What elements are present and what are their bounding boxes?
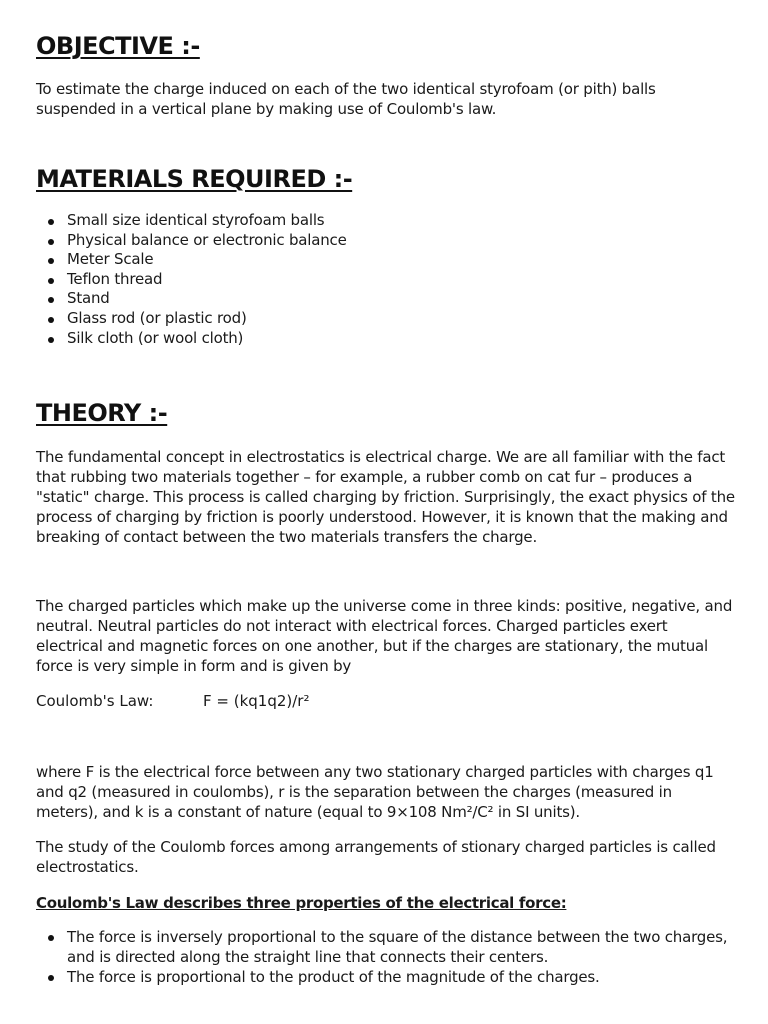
list-item: Glass rod (or plastic rod)	[36, 309, 736, 329]
list-item: Meter Scale	[36, 250, 736, 270]
materials-list	[36, 211, 736, 348]
list-item: Teflon thread	[36, 270, 736, 290]
objective-text: To estimate the charge induced on each of the two identical styrofoam (or pith) balls suspended in a vertical plane by making use of Coulomb's law.	[36, 80, 656, 118]
objective-heading: OBJECTIVE :-	[36, 32, 200, 60]
properties-list	[36, 927, 736, 987]
list-item: Silk cloth (or wool cloth)	[36, 329, 736, 349]
coulomb-law-label: Coulomb's Law:	[36, 692, 154, 710]
theory-paragraph-3: where F is the electrical force between any two stationary charged particles with charges q1 and q2 (measured in coulombs), r is the separation between the charges (measured in meters), and k is a constant of nature (equal to 9×108 Nm²/C² in SI units).	[36, 763, 714, 821]
theory-paragraph-1: The fundamental concept in electrostatics is electrical charge. We are all familiar with the fact that rubbing two materials together – for example, a rubber comb on cat fur – produces a "static" charge. This process is called charging by friction. Surprisingly, the exact physics of the process of charging by friction is poorly understood. However, it is known that the making and breaking of contact between the two materials transfers the charge.	[36, 448, 735, 546]
theory-paragraph-4: The study of the Coulomb forces among arrangements of stionary charged particles is called electrostatics.	[36, 838, 716, 876]
list-item: Physical balance or electronic balance	[36, 231, 736, 251]
list-item: Stand	[36, 289, 736, 309]
list-item: The force is inversely proportional to the square of the distance between the two charges, and is directed along the straight line that connects their centers.	[36, 927, 736, 967]
properties-subheading: Coulomb's Law describes three properties of the electrical force:	[36, 894, 567, 912]
list-item: The force is proportional to the product of the magnitude of the charges.	[36, 967, 736, 987]
theory-paragraph-2: The charged particles which make up the universe come in three kinds: positive, negative, and neutral. Neutral particles do not interact with electrical forces. Charged particles exert electrical and magnetic forces on one another, but if the charges are stationary, the mutual force is very simple in form and is given by	[36, 597, 733, 675]
materials-heading: MATERIALS REQUIRED :-	[36, 165, 353, 193]
theory-heading: THEORY :-	[36, 399, 168, 427]
coulomb-law-formula: F = (kq1q2)/r²	[203, 692, 310, 710]
list-item: Small size identical styrofoam balls	[36, 211, 736, 231]
